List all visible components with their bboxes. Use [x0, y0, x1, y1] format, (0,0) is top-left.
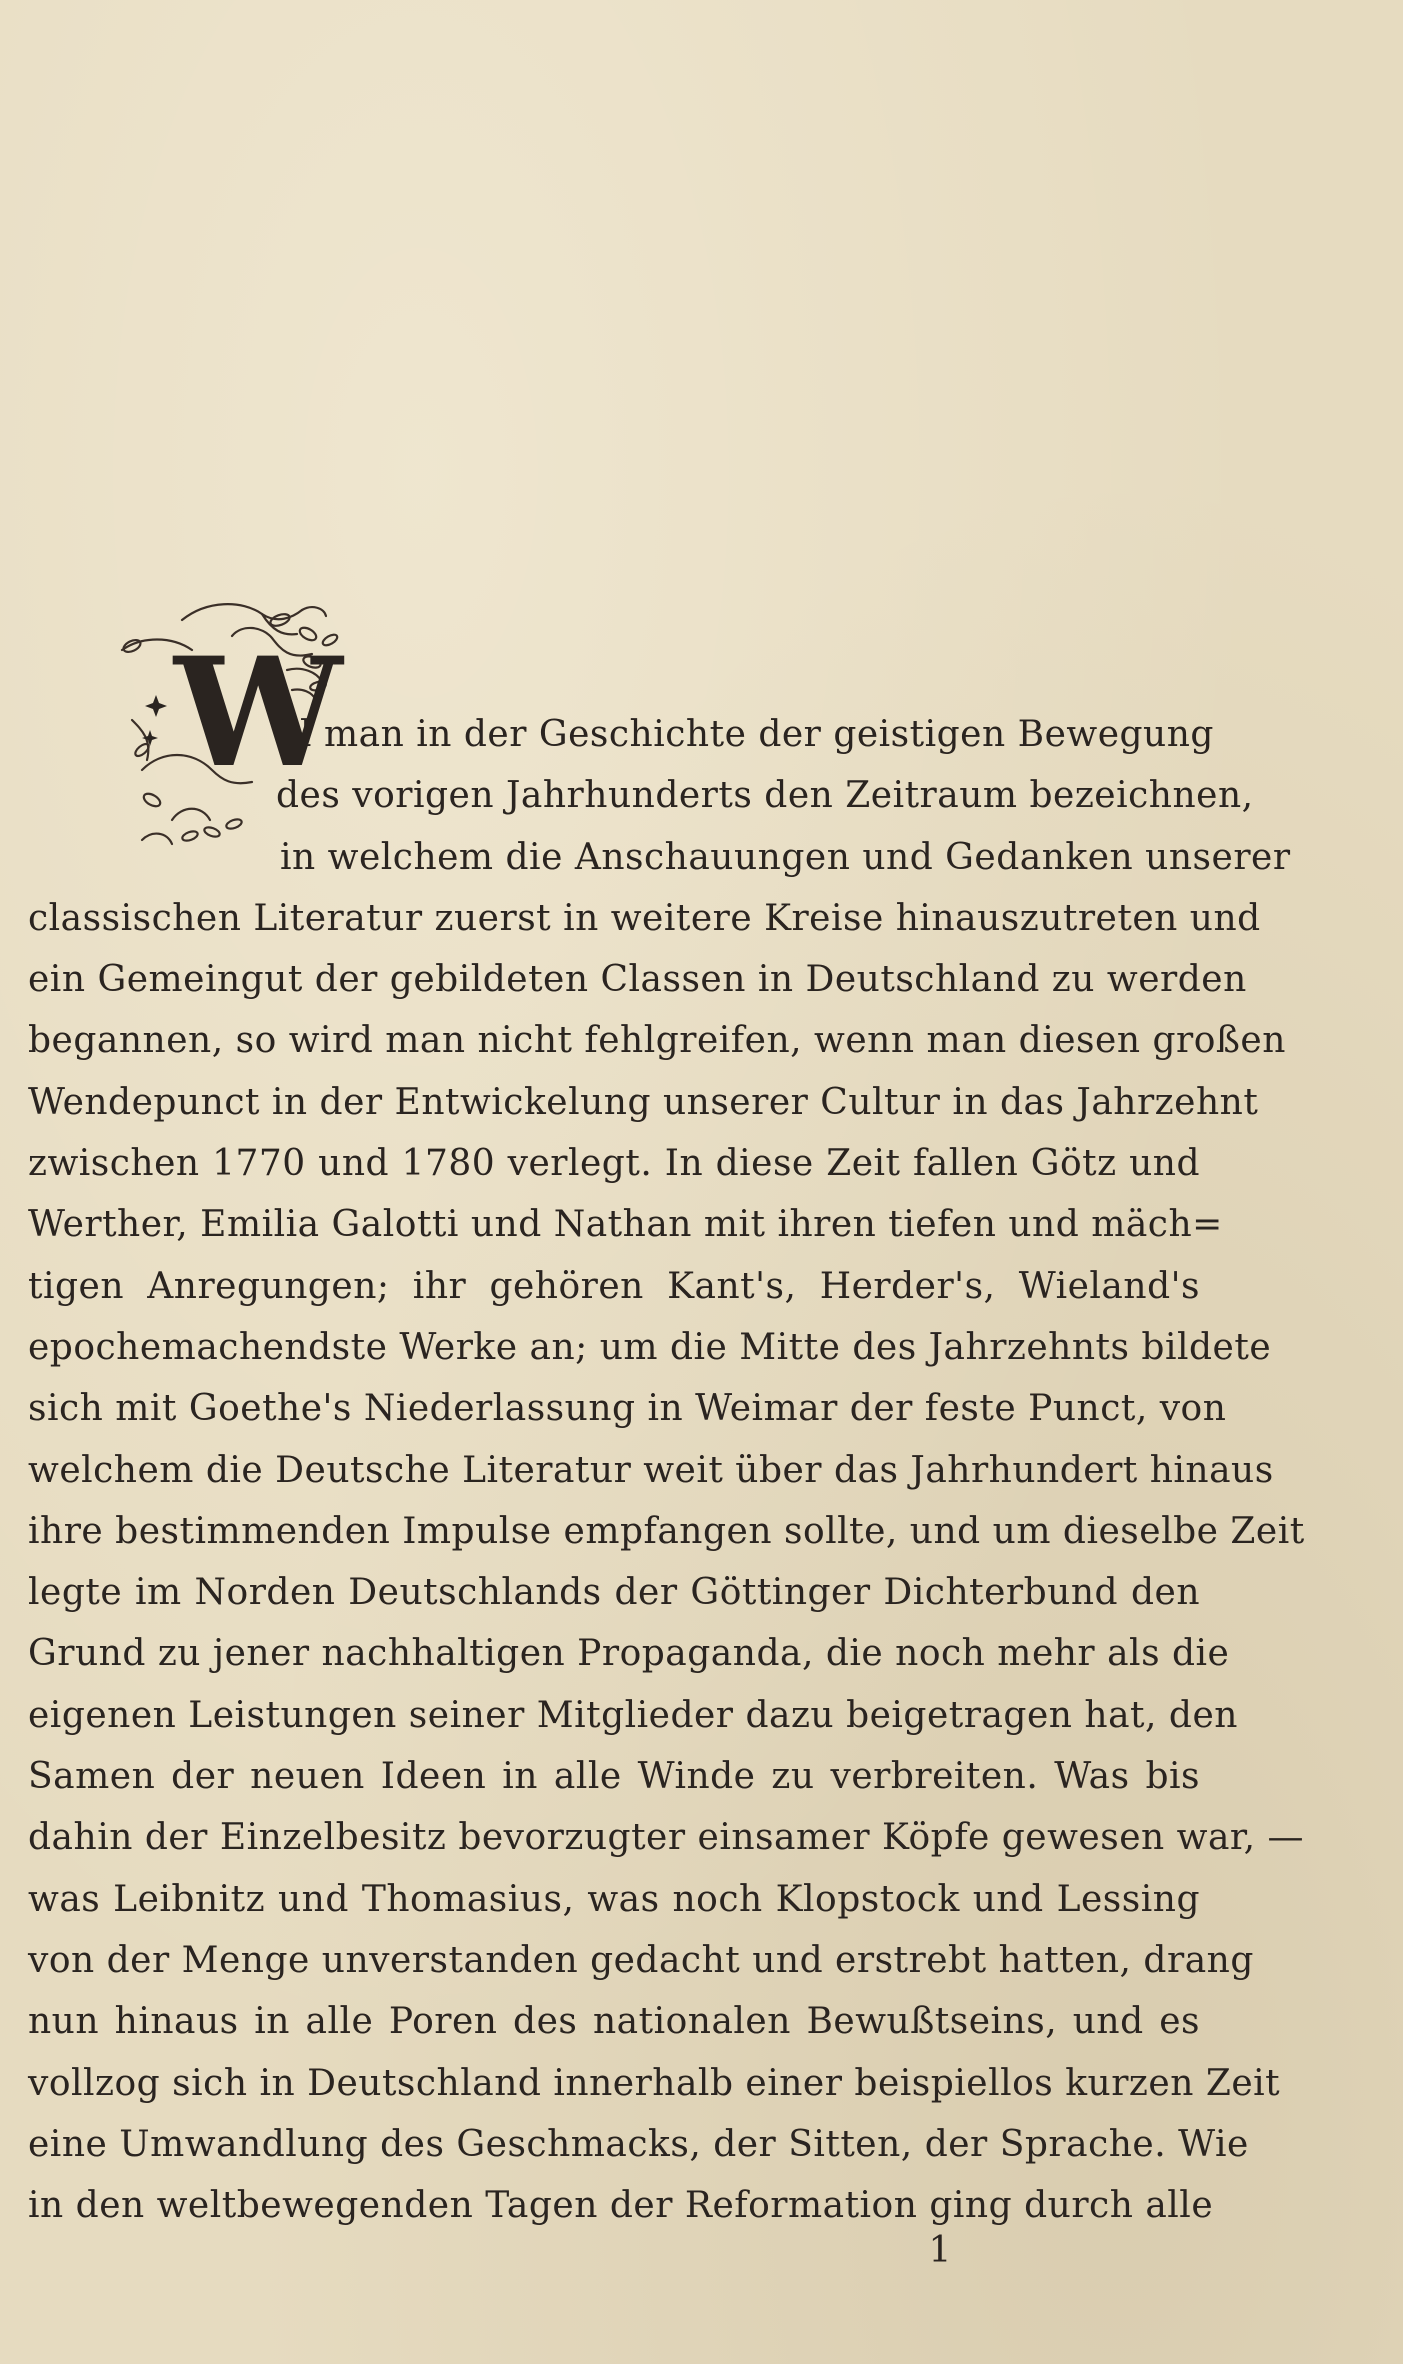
text-line: Werther, Emilia Galotti und Nathan mit ihren tiefen und mäch=	[28, 1204, 1223, 1246]
text-line: was Leibnitz und Thomasius, was noch Klopstock und Lessing	[28, 1878, 1200, 1920]
text-line: ein Gemeingut der gebildeten Classen in Deutschland zu werden	[28, 959, 1247, 1001]
text-line: epochemachendste Werke an; um die Mitte des Jahrzehnts bildete	[28, 1326, 1272, 1368]
text-line: classischen Literatur zuerst in weitere Kreise hinauszutreten und	[28, 897, 1261, 939]
text-line: sich mit Goethe's Niederlassung in Weimar der feste Punct, von	[28, 1388, 1227, 1430]
body-text	[28, 704, 1305, 2236]
text-line: nun hinaus in alle Poren des nationalen Bewußtseins, und es	[28, 2001, 1200, 2043]
text-line: ill man in der Geschichte der geistigen Bewegung	[276, 714, 1214, 755]
text-line: zwischen 1770 und 1780 verlegt. In diese Zeit fallen Götz und	[28, 1143, 1200, 1185]
text-line: legte im Norden Deutschlands der Göttinger Dichterbund den	[28, 1572, 1200, 1614]
text-line: Grund zu jener nachhaltigen Propaganda, die noch mehr als die	[28, 1633, 1230, 1675]
text-line: in welchem die Anschauungen und Gedanken unserer	[280, 836, 1291, 878]
text-line: vollzog sich in Deutschland innerhalb einer beispiellos kurzen Zeit	[28, 2062, 1281, 2104]
text-line: begannen, so wird man nicht fehlgreifen, wenn man diesen großen	[28, 1020, 1286, 1062]
text-line: ihre bestimmenden Impulse empfangen sollte, und um dieselbe Zeit	[28, 1510, 1305, 1552]
dropcap-letter: W	[174, 625, 343, 801]
text-line: Samen der neuen Ideen in alle Winde zu verbreiten. Was bis	[28, 1756, 1200, 1798]
text-line: in den weltbewegenden Tagen der Reformation ging durch alle	[28, 2185, 1214, 2227]
text-line: eine Umwandlung des Geschmacks, der Sitten, der Sprache. Wie	[28, 2123, 1249, 2165]
text-line: des vorigen Jahrhunderts den Zeitraum bezeichnen,	[276, 775, 1254, 817]
text-line: von der Menge unverstanden gedacht und erstrebt hatten, drang	[28, 1939, 1254, 1981]
text-line: welchem die Deutsche Literatur weit über das Jahrhundert hinaus	[28, 1449, 1274, 1491]
page-number: 1	[928, 2230, 952, 2271]
text-line: dahin der Einzelbesitz bevorzugter einsamer Köpfe gewesen war, —	[28, 1817, 1305, 1859]
text-line: eigenen Leistungen seiner Mitglieder dazu beigetragen hat, den	[28, 1694, 1238, 1736]
text-line: tigen Anregungen; ihr gehören Kant's, Herder's, Wieland's	[28, 1265, 1200, 1307]
text-line: Wendepunct in der Entwickelung unserer Cultur in das Jahrzehnt	[28, 1081, 1259, 1123]
